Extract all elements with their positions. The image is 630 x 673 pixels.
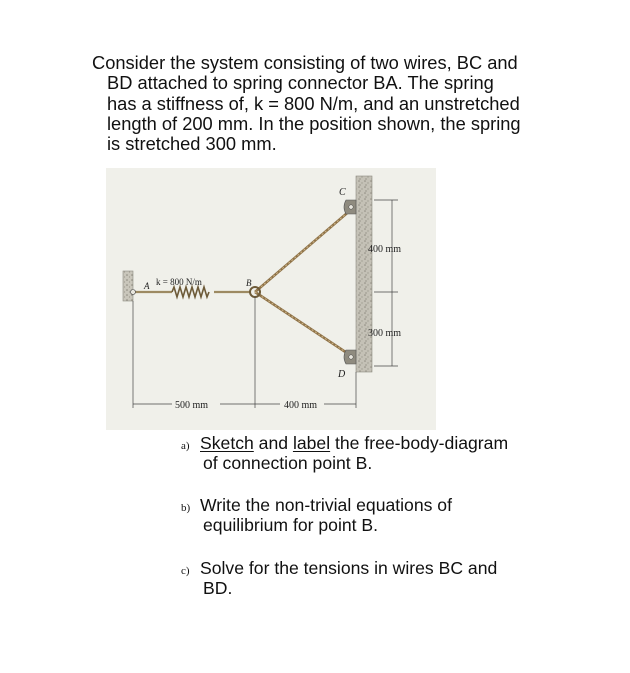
question-c — [181, 559, 601, 598]
label-a: A — [144, 281, 150, 291]
question-c-line-2: BD. — [203, 577, 233, 598]
question-a-rest: the free-body-diagram — [330, 433, 509, 453]
question-a — [181, 434, 601, 473]
label-c: C — [339, 187, 346, 198]
label-b: B — [246, 278, 252, 288]
dim-400mm-vertical: 400 mm — [368, 244, 402, 255]
spring-wire-figure — [106, 168, 436, 430]
intro-line-4: length of 200 mm. In the position shown, the spring — [107, 112, 521, 134]
label-word: label — [292, 433, 331, 453]
question-list — [181, 434, 601, 599]
dim-300mm-vertical: 300 mm — [368, 328, 402, 339]
question-c-marker: c) — [181, 565, 190, 578]
figure-svg — [106, 168, 436, 430]
question-a-line-2: of connection point B. — [203, 452, 373, 473]
question-a-line-1 — [200, 433, 508, 453]
anchor-c — [344, 200, 356, 214]
label-d: D — [338, 369, 346, 380]
dim-400mm-horizontal: 400 mm — [284, 400, 318, 411]
intro-line-3: has a stiffness of, k = 800 N/m, and an unstretched — [107, 92, 520, 114]
intro-line-5: is stretched 300 mm. — [107, 133, 277, 155]
left-wall — [123, 271, 133, 301]
question-b-line-2: equilibrium for point B. — [203, 514, 379, 535]
intro-line-2: BD attached to spring connector BA. The spring — [107, 72, 494, 94]
question-b-marker: b) — [181, 502, 191, 515]
question-a-joiner: and — [253, 433, 293, 453]
intro-line-1: Consider the system consisting of two wires, BC and — [92, 52, 518, 73]
question-c-line-1: Solve for the tensions in wires BC and — [200, 558, 498, 579]
spring-stiffness-label: k = 800 N/m — [156, 277, 202, 287]
question-a-marker: a) — [181, 440, 190, 452]
right-wall — [356, 176, 372, 372]
dim-500mm-horizontal: 500 mm — [175, 400, 209, 411]
problem-statement — [92, 53, 562, 154]
anchor-d — [344, 350, 356, 364]
sketch-word: Sketch — [200, 433, 254, 453]
pin-a — [131, 290, 136, 295]
question-b-line-1: Write the non-trivial equations of — [200, 495, 452, 516]
question-b — [181, 496, 601, 535]
